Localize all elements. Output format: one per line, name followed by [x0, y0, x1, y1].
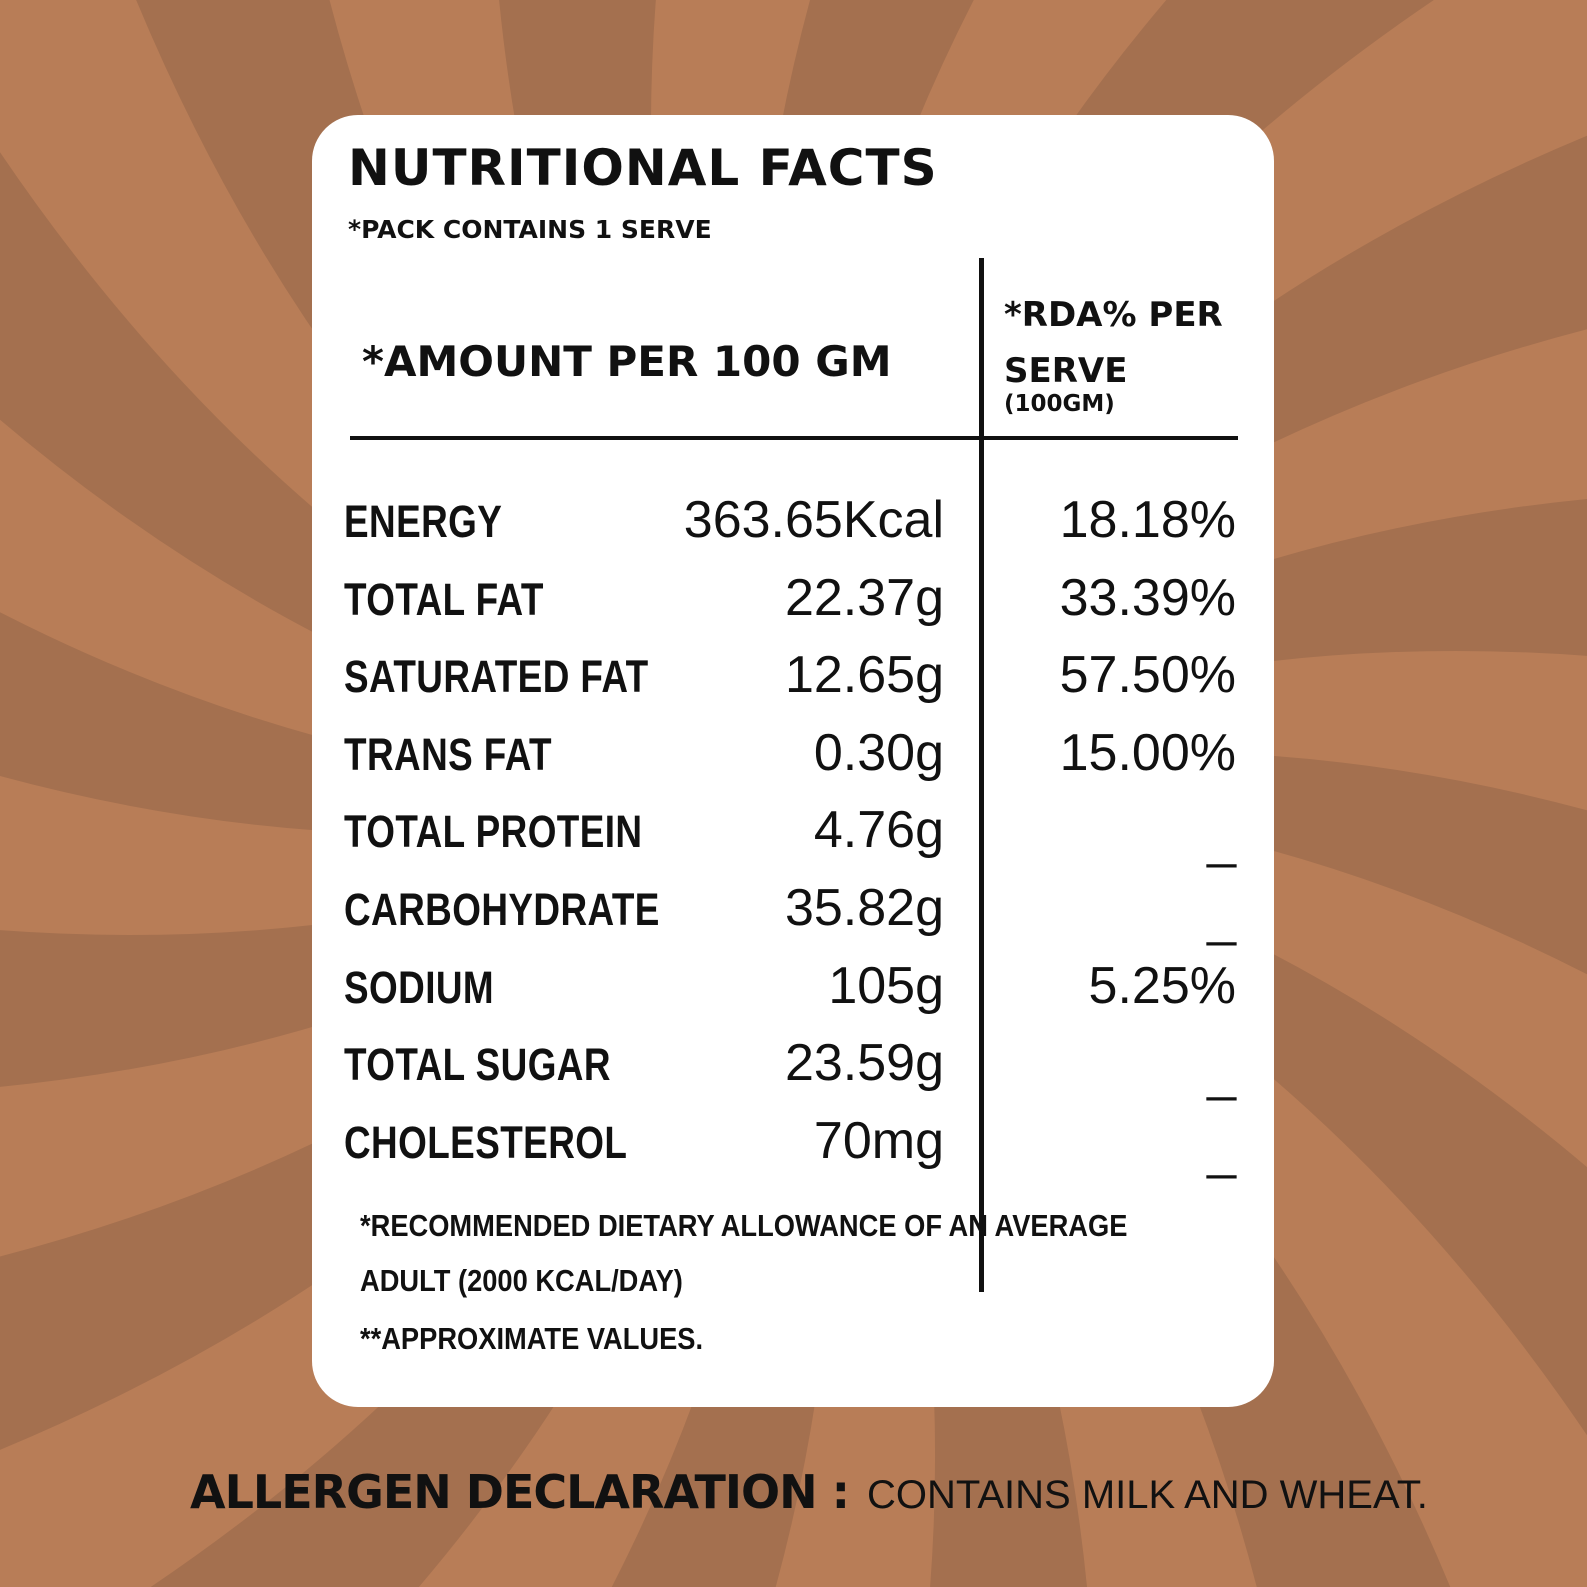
nutrition-facts-card — [312, 115, 1274, 1407]
allergen-declaration — [190, 1465, 1428, 1519]
rda-column-header: *RDA% PER SERVE — [1004, 295, 1223, 391]
nutrient-amount: 363.65Kcal — [683, 491, 944, 549]
amount-column-header: *AMOUNT PER 100 GM — [362, 337, 892, 386]
nutrient-label: CARBOHYDRATE — [344, 883, 660, 935]
nutrient-rda: _ — [1207, 1121, 1236, 1180]
nutrient-rows — [312, 490, 1274, 1188]
rda-column-subheader: (100GM) — [1004, 391, 1115, 417]
nutrient-amount: 22.37g — [784, 568, 944, 627]
nutrient-amount: 23.59g — [784, 1034, 944, 1093]
nutrient-rda: 18.18% — [1059, 491, 1236, 549]
footnote-approximate: **APPROXIMATE VALUES. — [360, 1321, 704, 1356]
table-row — [312, 956, 1274, 1034]
nutrient-label: TOTAL SUGAR — [344, 1039, 611, 1091]
nutrient-rda: 33.39% — [1059, 568, 1236, 627]
nutrient-rda: _ — [1207, 888, 1236, 947]
table-row — [312, 1033, 1274, 1111]
footnote-rda-definition-cont: ADULT (2000 KCAL/DAY) — [360, 1263, 683, 1298]
allergen-value: CONTAINS MILK AND WHEAT. — [867, 1473, 1428, 1517]
header-divider — [350, 436, 1238, 440]
nutrient-label: TRANS FAT — [344, 728, 552, 780]
nutrient-label: CHOLESTEROL — [344, 1116, 628, 1168]
table-row — [312, 490, 1274, 568]
footnote-rda-definition: *RECOMMENDED DIETARY ALLOWANCE OF AN AVERAGE — [360, 1208, 1128, 1243]
nutrient-rda: _ — [1207, 811, 1236, 870]
nutrient-amount: 35.82g — [784, 878, 944, 937]
nutrient-label: TOTAL FAT — [344, 573, 544, 625]
nutrient-rda: 15.00% — [1059, 723, 1236, 782]
table-row — [312, 568, 1274, 646]
card-title: NUTRITIONAL FACTS — [348, 139, 938, 197]
table-row — [312, 800, 1274, 878]
nutrient-rda: 5.25% — [1088, 956, 1236, 1015]
table-row — [312, 645, 1274, 723]
nutrient-amount: 70mg — [813, 1111, 944, 1170]
nutrient-amount: 12.65g — [784, 646, 944, 705]
table-row — [312, 723, 1274, 801]
card-subtitle: *PACK CONTAINS 1 SERVE — [348, 215, 712, 244]
nutrient-rda: 57.50% — [1059, 646, 1236, 705]
nutrient-label: SATURATED FAT — [344, 651, 649, 703]
nutrient-amount: 0.30g — [813, 723, 944, 782]
nutrient-label: TOTAL PROTEIN — [344, 806, 643, 858]
table-row — [312, 1111, 1274, 1189]
nutrient-label: SODIUM — [344, 961, 495, 1013]
table-row — [312, 878, 1274, 956]
allergen-label: ALLERGEN DECLARATION : — [190, 1465, 849, 1519]
nutrient-amount: 4.76g — [813, 801, 944, 860]
nutrient-amount: 105g — [828, 956, 944, 1015]
nutrient-label: ENERGY — [344, 496, 503, 547]
nutrient-rda: _ — [1207, 1044, 1236, 1103]
